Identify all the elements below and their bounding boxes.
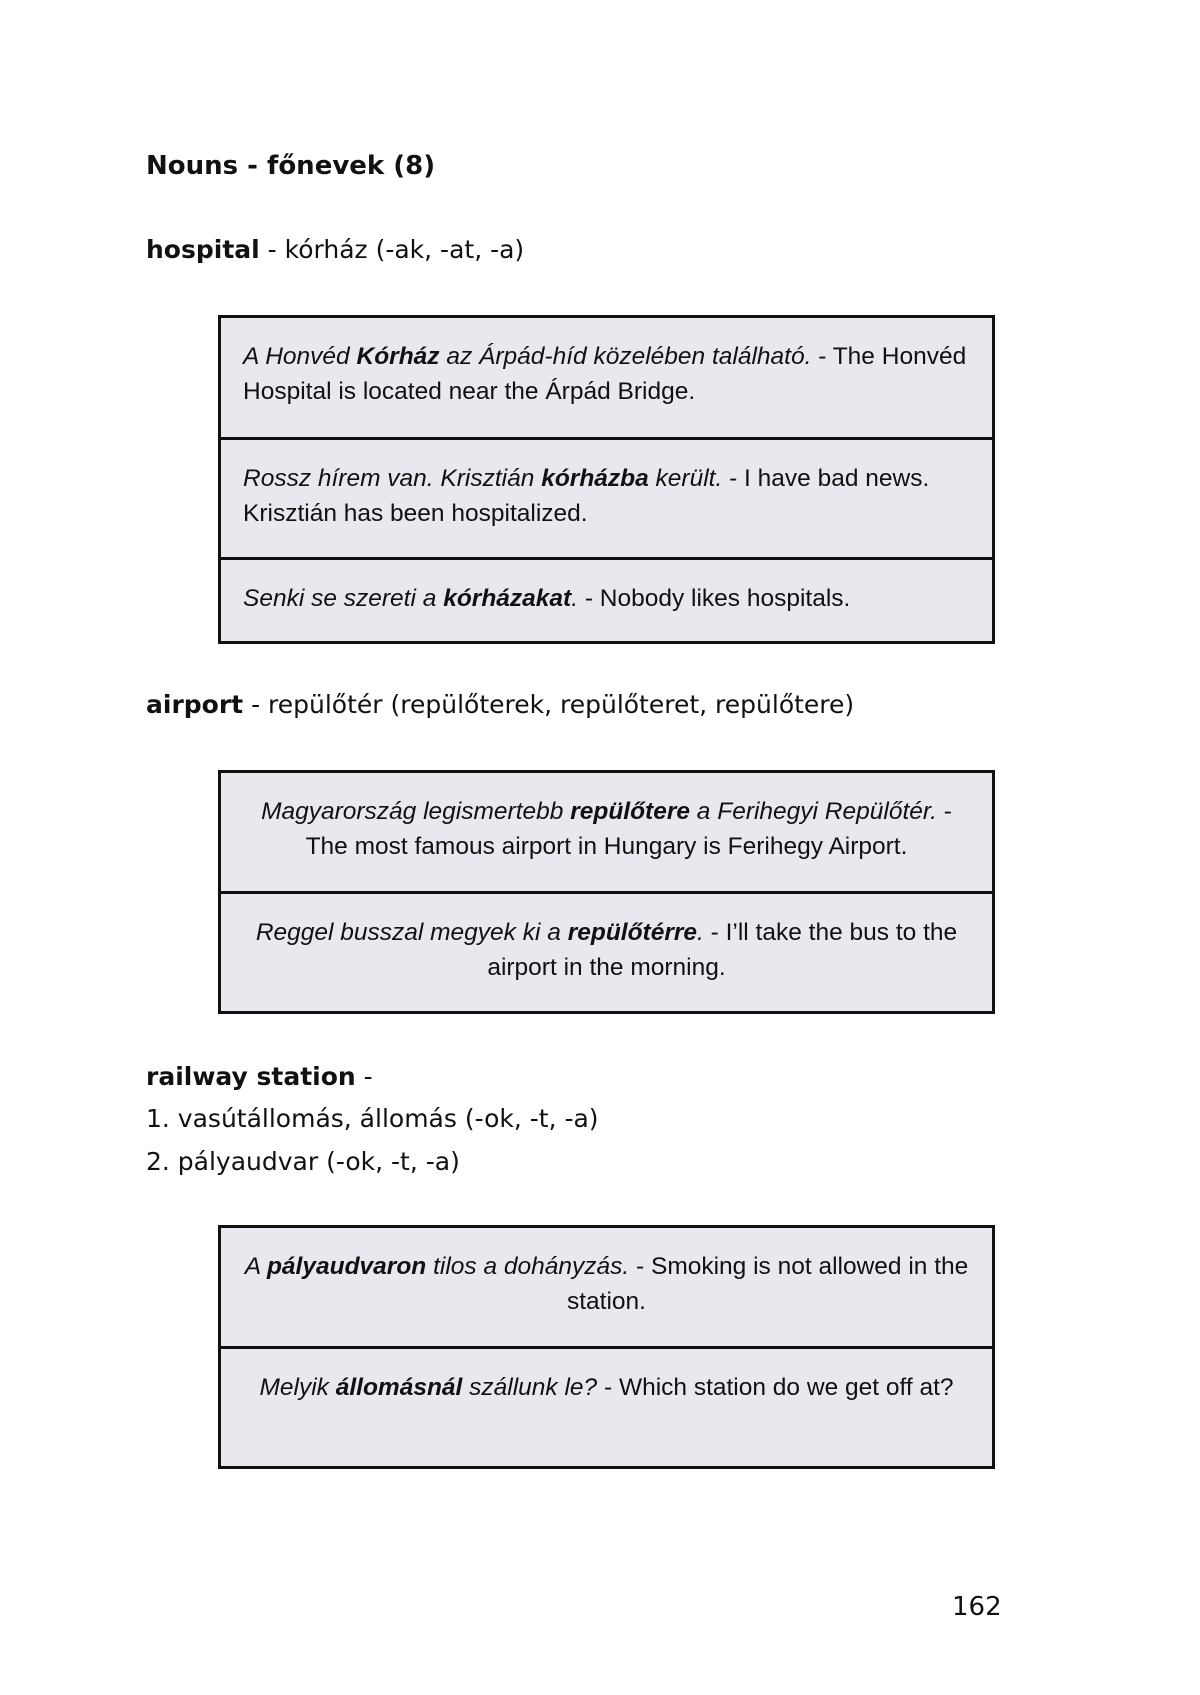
examples-box-hospital [218,315,995,644]
entry-word: railway station [146,1062,356,1091]
example-row [221,773,992,891]
example-english: - Nobody likes hospitals. [578,585,851,612]
example-keyword: kórházba [541,465,649,492]
example-row [221,1346,992,1466]
translation-line-2: 2. pályaudvar (-ok, -t, -a) [146,1147,460,1176]
page-title: Nouns - főnevek (8) [146,151,436,181]
example-hungarian: A pályaudvaron tilos a dohányzás. [244,1253,630,1280]
entry-hospital [146,235,524,264]
examples-box-airport [218,770,995,1014]
entry-translation: - [355,1062,373,1091]
entry-airport [146,690,854,719]
entry-translation: - repülőtér (repülőterek, repülőteret, repülőtere) [243,690,855,719]
example-english: - Smoking is not allowed in the station. [567,1253,969,1315]
example-keyword: kórházakat [443,585,572,612]
example-row [221,437,992,557]
translation-line-1: 1. vasútállomás, állomás (-ok, -t, -a) [146,1104,599,1133]
entry-word: hospital [146,235,260,264]
example-english: - Which station do we get off at? [597,1374,954,1401]
example-keyword: állomásnál [335,1374,463,1401]
example-row [221,318,992,437]
example-english: - I’ll take the bus to the airport in the morning. [487,919,958,981]
example-keyword: pályaudvaron [266,1253,427,1280]
example-english: - The Honvéd Hospital is located near the Árpád Bridge. [243,343,967,405]
entry-word: airport [146,690,244,719]
example-keyword: repülőtere [570,798,690,825]
example-keyword: Kórház [356,343,440,370]
example-keyword: repülőtérre [567,919,698,946]
example-hungarian: Rossz hírem van. Krisztián kórházba került. [243,465,723,492]
example-row [221,891,992,1011]
example-english: - I have bad news. Krisztián has been hospitalized. [243,465,930,527]
example-hungarian: Reggel busszal megyek ki a repülőtérre. [255,919,704,946]
page-number: 162 [952,1592,1002,1622]
entry-railway-station [146,1062,373,1091]
entry-translation: - kórház (-ak, -at, -a) [259,235,525,264]
example-hungarian: Magyarország legismertebb repülőtere a Ferihegyi Repülőtér. [261,798,937,825]
example-row [221,1228,992,1346]
example-hungarian: A Honvéd Kórház az Árpád-híd közelében található. [243,343,812,370]
example-row [221,557,992,641]
example-hungarian: Senki se szereti a kórházakat. [243,585,579,612]
example-english: - The most famous airport in Hungary is Ferihegy Airport. [305,798,952,860]
examples-box-railway-station [218,1225,995,1469]
example-hungarian: Melyik állomásnál szállunk le? [259,1374,598,1401]
